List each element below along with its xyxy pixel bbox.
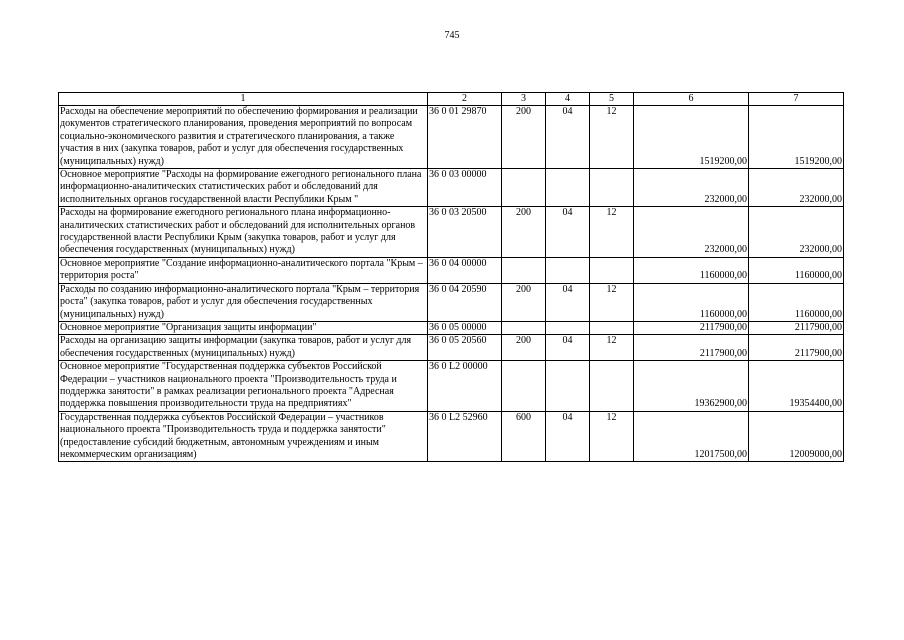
expense-type-code bbox=[502, 361, 546, 412]
target-article-code: 36 0 01 29870 bbox=[428, 106, 502, 169]
section-code bbox=[546, 169, 590, 207]
expense-type-code: 200 bbox=[502, 335, 546, 361]
target-article-code: 36 0 L2 00000 bbox=[428, 361, 502, 412]
expense-name: Расходы на формирование ежегодного регионального плана информационно-аналитических статистических работ и обследований для исполнительных органов государственной власти Республики Крым (закупка товаров, работ и услуг для обеспечения государственных (муниципальных) нужд) bbox=[59, 207, 428, 258]
expense-name: Основное мероприятие "Создание информационно-аналитического портала "Крым – территория роста" bbox=[59, 257, 428, 283]
subsection-code bbox=[590, 169, 634, 207]
expense-name: Основное мероприятие "Организация защиты информации" bbox=[59, 321, 428, 334]
table-row bbox=[59, 106, 844, 169]
subsection-code: 12 bbox=[590, 411, 634, 462]
target-article-code: 36 0 04 20590 bbox=[428, 283, 502, 321]
expense-name: Основное мероприятие "Расходы на формирование ежегодного регионального плана информационно-аналитических статистических работ и обследований для исполнительных органов государственной власти Республики Крым " bbox=[59, 169, 428, 207]
budget-table bbox=[58, 92, 844, 462]
amount-year-2: 1160000,00 bbox=[749, 283, 844, 321]
expense-name: Расходы на организацию защиты информации (закупка товаров, работ и услуг для обеспечения государственных (муниципальных) нужд) bbox=[59, 335, 428, 361]
target-article-code: 36 0 L2 52960 bbox=[428, 411, 502, 462]
column-header: 4 bbox=[546, 93, 590, 106]
expense-name: Основное мероприятие "Государственная поддержка субъектов Российской Федерации – участников национального проекта "Производительность труда и поддержка занятости" в рамках реализации регионального проекта "Адресная поддержка повышения производительности труда на предприятиях" bbox=[59, 361, 428, 412]
expense-type-code: 200 bbox=[502, 106, 546, 169]
subsection-code bbox=[590, 361, 634, 412]
expense-type-code bbox=[502, 257, 546, 283]
amount-year-2: 12009000,00 bbox=[749, 411, 844, 462]
amount-year-1: 19362900,00 bbox=[634, 361, 749, 412]
amount-year-2: 19354400,00 bbox=[749, 361, 844, 412]
column-header: 7 bbox=[749, 93, 844, 106]
section-code: 04 bbox=[546, 335, 590, 361]
page-number: 745 bbox=[444, 30, 460, 41]
expense-type-code: 600 bbox=[502, 411, 546, 462]
column-header: 3 bbox=[502, 93, 546, 106]
subsection-code: 12 bbox=[590, 283, 634, 321]
target-article-code: 36 0 05 20560 bbox=[428, 335, 502, 361]
subsection-code: 12 bbox=[590, 106, 634, 169]
table-row bbox=[59, 321, 844, 334]
amount-year-2: 1519200,00 bbox=[749, 106, 844, 169]
section-code bbox=[546, 321, 590, 334]
table-row bbox=[59, 257, 844, 283]
target-article-code: 36 0 05 00000 bbox=[428, 321, 502, 334]
expense-name: Государственная поддержка субъектов Российской Федерации – участников национального проекта "Производительность труда и поддержка занятости" (предоставление субсидий бюджетным, автономным учреждениям и иным некоммерческим организациям) bbox=[59, 411, 428, 462]
amount-year-2: 232000,00 bbox=[749, 169, 844, 207]
column-header: 2 bbox=[428, 93, 502, 106]
target-article-code: 36 0 03 20500 bbox=[428, 207, 502, 258]
amount-year-2: 1160000,00 bbox=[749, 257, 844, 283]
amount-year-2: 2117900,00 bbox=[749, 321, 844, 334]
section-code bbox=[546, 361, 590, 412]
expense-type-code: 200 bbox=[502, 283, 546, 321]
amount-year-1: 1160000,00 bbox=[634, 257, 749, 283]
table-row bbox=[59, 207, 844, 258]
column-header: 5 bbox=[590, 93, 634, 106]
table-row bbox=[59, 335, 844, 361]
amount-year-1: 232000,00 bbox=[634, 169, 749, 207]
section-code bbox=[546, 257, 590, 283]
expense-name: Расходы на обеспечение мероприятий по обеспечению формирования и реализации документов стратегического планирования, проведения мероприятий по вопросам социально-экономического развития и стратегического планирования, а также участия в них (закупка товаров, работ и услуг для обеспечения государственных (муниципальных) нужд) bbox=[59, 106, 428, 169]
expense-type-code bbox=[502, 321, 546, 334]
table-header-row bbox=[59, 93, 844, 106]
target-article-code: 36 0 04 00000 bbox=[428, 257, 502, 283]
expense-type-code: 200 bbox=[502, 207, 546, 258]
section-code: 04 bbox=[546, 283, 590, 321]
column-header: 6 bbox=[634, 93, 749, 106]
subsection-code: 12 bbox=[590, 207, 634, 258]
amount-year-1: 12017500,00 bbox=[634, 411, 749, 462]
amount-year-1: 2117900,00 bbox=[634, 335, 749, 361]
table-row bbox=[59, 169, 844, 207]
column-header: 1 bbox=[59, 93, 428, 106]
expense-type-code bbox=[502, 169, 546, 207]
subsection-code bbox=[590, 257, 634, 283]
section-code: 04 bbox=[546, 106, 590, 169]
table-row bbox=[59, 411, 844, 462]
table-row bbox=[59, 361, 844, 412]
section-code: 04 bbox=[546, 207, 590, 258]
amount-year-2: 232000,00 bbox=[749, 207, 844, 258]
subsection-code: 12 bbox=[590, 335, 634, 361]
target-article-code: 36 0 03 00000 bbox=[428, 169, 502, 207]
amount-year-1: 2117900,00 bbox=[634, 321, 749, 334]
amount-year-1: 1519200,00 bbox=[634, 106, 749, 169]
amount-year-1: 1160000,00 bbox=[634, 283, 749, 321]
amount-year-1: 232000,00 bbox=[634, 207, 749, 258]
expense-name: Расходы по созданию информационно-аналитического портала "Крым – территория роста" (закупка товаров, работ и услуг для обеспечения государственных (муниципальных) нужд) bbox=[59, 283, 428, 321]
amount-year-2: 2117900,00 bbox=[749, 335, 844, 361]
table-row bbox=[59, 283, 844, 321]
subsection-code bbox=[590, 321, 634, 334]
section-code: 04 bbox=[546, 411, 590, 462]
